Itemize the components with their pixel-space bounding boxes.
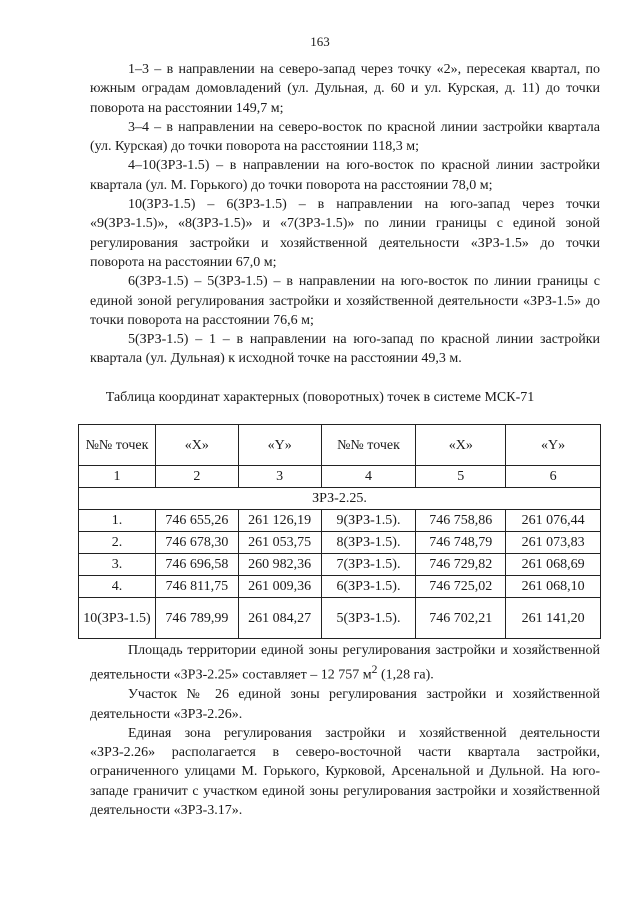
paragraph: 1–3 – в направлении на северо-запад через точку «2», пересекая квартал, по южным оградам домовладений (ул. Дульная, д. 60 и ул. Курская, д. 11) до точки поворота на расстоянии 149,7 м; (90, 62, 600, 116)
paragraph: 10(ЗРЗ-1.5) – 6(ЗРЗ-1.5) – в направлении на юго-запад через точки «9(ЗРЗ-1.5)», «8(ЗРЗ-1.5)» и «7(ЗРЗ-1.5)» по линии границы с единой зоной регулирования застройки и хозяйственной деятельности «ЗРЗ-1.5» до точки поворота на расстоянии 67,0 м; (90, 197, 600, 270)
table-cell: 746 748,79 (416, 532, 506, 554)
paragraph: 4–10(ЗРЗ-1.5) – в направлении на юго-восток по красной линии застройки квартала (ул. М. Горького) до точки поворота на расстоянии 78,0 м; (90, 158, 600, 193)
area-text-tail: (1,28 га). (377, 667, 434, 683)
coordinates-table (78, 424, 601, 639)
table-cell: 261 076,44 (506, 510, 601, 532)
table-cell: 261 068,69 (506, 554, 601, 576)
table-cell: 746 678,30 (155, 532, 238, 554)
column-number-row (79, 466, 601, 488)
zone-description (90, 641, 600, 820)
column-number: 1 (79, 466, 156, 488)
table-cell: 6(ЗРЗ-1.5). (321, 576, 416, 598)
column-number: 4 (321, 466, 416, 488)
column-number: 5 (416, 466, 506, 488)
table-row (79, 598, 601, 639)
table-cell: 746 729,82 (416, 554, 506, 576)
header-cell: №№ точек (321, 425, 416, 466)
table-caption: Таблица координат характерных (поворотных) точек в системе МСК-71 (105, 390, 535, 405)
column-number: 2 (155, 466, 238, 488)
table-cell: 261 068,10 (506, 576, 601, 598)
table-cell: 746 758,86 (416, 510, 506, 532)
table-cell: 261 053,75 (238, 532, 321, 554)
table-cell: 261 073,83 (506, 532, 601, 554)
table-header-row (79, 425, 601, 466)
table-cell: 1. (79, 510, 156, 532)
paragraph: 5(ЗРЗ-1.5) – 1 – в направлении на юго-запад по красной линии застройки квартала (ул. Дульная) к исходной точке на расстоянии 49,3 м. (90, 332, 600, 367)
table-cell: 261 009,36 (238, 576, 321, 598)
table-cell: 9(ЗРЗ-1.5). (321, 510, 416, 532)
zone-label-row (79, 488, 601, 510)
paragraph: Участок № 26 единой зоны регулирования застройки и хозяйственной деятельности «ЗРЗ-2.26». (90, 687, 600, 722)
table-cell: 2. (79, 532, 156, 554)
table-cell: 8(ЗРЗ-1.5). (321, 532, 416, 554)
table-cell: 746 655,26 (155, 510, 238, 532)
header-cell: «X» (155, 425, 238, 466)
table-cell: 7(ЗРЗ-1.5). (321, 554, 416, 576)
table-cell: 4. (79, 576, 156, 598)
table-cell: 746 811,75 (155, 576, 238, 598)
column-number: 6 (506, 466, 601, 488)
table-row (79, 532, 601, 554)
area-unit-exponent: 2 (371, 663, 378, 677)
page-number: 163 (310, 34, 330, 49)
paragraph: 3–4 – в направлении на северо-восток по красной линии застройки квартала (ул. Курская) до точки поворота на расстоянии 118,3 м; (90, 119, 600, 155)
header-cell: №№ точек (79, 425, 156, 466)
header-cell: «Y» (506, 425, 601, 466)
boundary-description (90, 60, 600, 369)
column-number: 3 (238, 466, 321, 488)
table-cell: 746 725,02 (416, 576, 506, 598)
table-cell: 746 789,99 (155, 598, 238, 639)
table-cell: 261 141,20 (506, 598, 601, 639)
header-cell: «Y» (238, 425, 321, 466)
paragraph: Единая зона регулирования застройки и хозяйственной деятельности «ЗРЗ-2.26» располагается в северо-восточной части квартала застройки, ограниченного улицами М. Горького, Курковой, Арсенальной и Дульной. На юго-западе граничит с участком единой зоны регулирования застройки и хозяйственной деятельности «ЗРЗ-3.17». (90, 725, 600, 819)
table-row (79, 554, 601, 576)
table-cell: 746 696,58 (155, 554, 238, 576)
table-cell: 260 982,36 (238, 554, 321, 576)
paragraph: 6(ЗРЗ-1.5) – 5(ЗРЗ-1.5) – в направлении на юго-восток по линии границы с единой зоной регулирования застройки и хозяйственной деятельности «ЗРЗ-1.5» до точки поворота на расстоянии 76,6 м; (90, 274, 600, 328)
table-cell: 746 702,21 (416, 598, 506, 639)
table-cell: 10(ЗРЗ-1.5) (79, 598, 156, 639)
table-cell: 3. (79, 554, 156, 576)
table-row (79, 576, 601, 598)
area-text: Площадь территории единой зоны регулирования застройки и хозяйственной деятельности «ЗРЗ-2.25» составляет – 12 757 м (90, 643, 600, 683)
header-cell: «X» (416, 425, 506, 466)
table-cell: 261 084,27 (238, 598, 321, 639)
zone-label: ЗРЗ-2.25. (79, 488, 601, 510)
table-cell: 5(ЗРЗ-1.5). (321, 598, 416, 639)
table-row (79, 510, 601, 532)
area-paragraph (90, 641, 600, 685)
table-cell: 261 126,19 (238, 510, 321, 532)
